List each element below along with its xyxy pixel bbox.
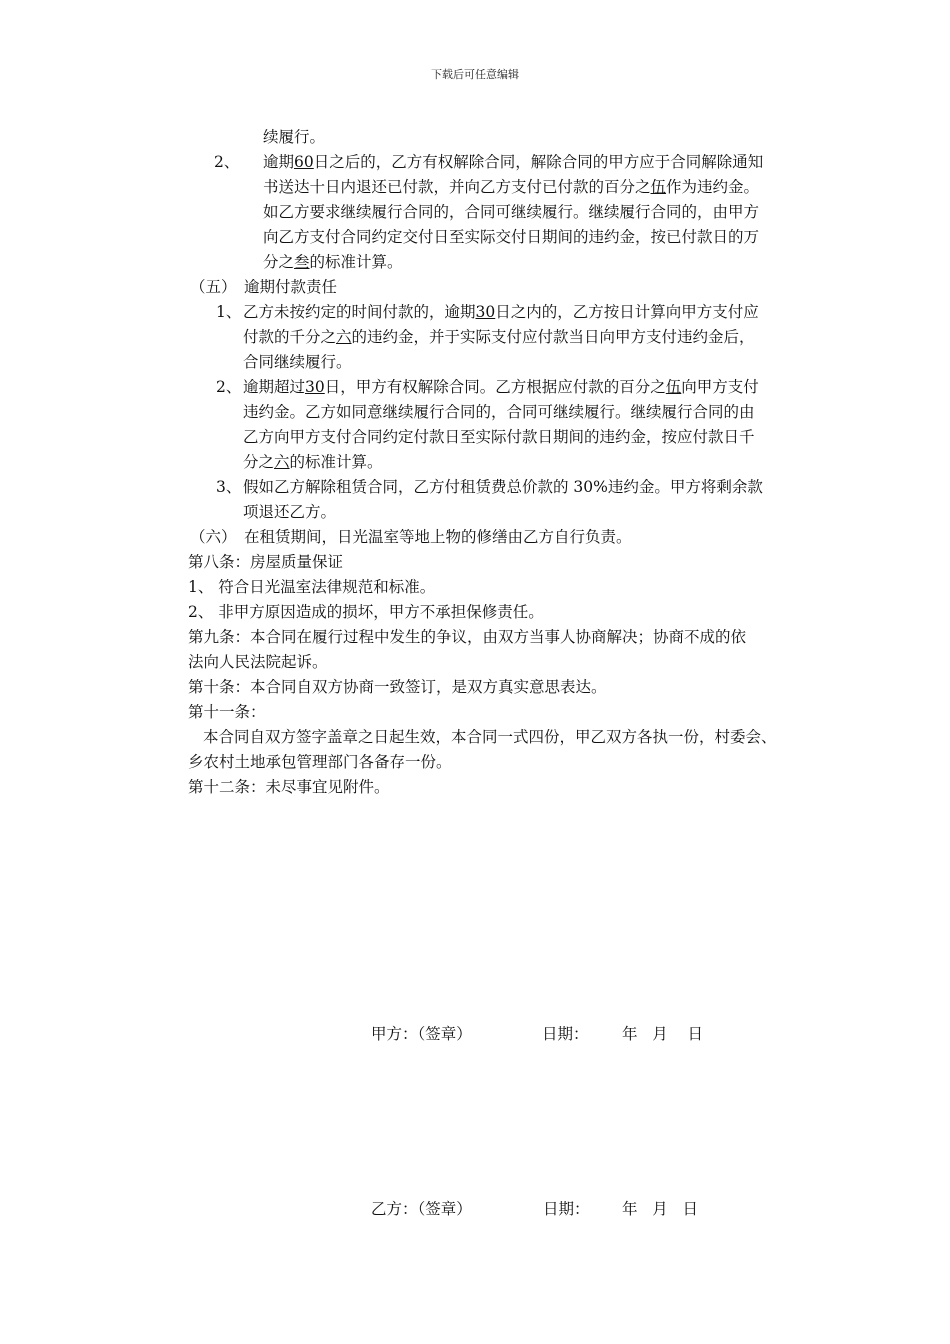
clause-line: 项退还乙方。	[243, 503, 337, 521]
article-line: 法向人民法院起诉。	[188, 653, 328, 671]
article-line: 乡农村土地承包管理部门各备存一份。	[188, 753, 452, 771]
item-number: 3、	[216, 478, 242, 496]
article-heading: 第十一条：	[188, 703, 266, 721]
article-line: 第十二条：未尽事宜见附件。	[188, 778, 390, 796]
section-number: （五）	[190, 278, 237, 296]
clause-line: 分之六的标准计算。	[243, 453, 383, 471]
item-number: 2、	[214, 153, 240, 171]
clause-line: 续履行。	[263, 128, 326, 146]
clause-line: 2、 非甲方原因造成的损坏，甲方不承担保修责任。	[188, 603, 544, 621]
clause-line: 如乙方要求继续履行合同的，合同可继续履行。继续履行合同的，由甲方	[263, 203, 760, 221]
article-line: 本合同自双方签字盖章之日起生效，本合同一式四份，甲乙双方各执一份，村委会、	[203, 728, 777, 746]
item-number: 1、	[216, 303, 242, 321]
clause-line: 1、 符合日光温室法律规范和标准。	[188, 578, 436, 596]
clause-line: 假如乙方解除租赁合同，乙方付租赁费总价款的 30%违约金。甲方将剩余款	[243, 478, 763, 496]
clause-line: 在租赁期间，日光温室等地上物的修缮由乙方自行负责。	[244, 528, 632, 546]
section-number: （六）	[190, 528, 237, 546]
party-a-date-label: 日期：	[542, 1025, 589, 1043]
clause-line: 乙方未按约定的时间付款的，逾期30日之内的，乙方按日计算向甲方支付应	[243, 303, 759, 321]
clause-line: 付款的千分之六的违约金，并于实际支付应付款当日向甲方支付违约金后，	[243, 328, 755, 346]
article-line: 第十条：本合同自双方协商一致签订，是双方真实意思表达。	[188, 678, 607, 696]
article-heading: 第八条：房屋质量保证	[188, 553, 344, 571]
clause-line: 乙方向甲方支付合同约定付款日至实际付款日期间的违约金，按应付款日千	[243, 428, 755, 446]
article-line: 第九条：本合同在履行过程中发生的争议，由双方当事人协商解决；协商不成的依	[188, 628, 747, 646]
page-header: 下载后可任意编辑	[431, 68, 519, 81]
clause-line: 分之叁的标准计算。	[263, 253, 403, 271]
clause-line: 逾期60日之后的，乙方有权解除合同，解除合同的甲方应于合同解除通知	[263, 153, 764, 171]
party-b-signature: 乙方：（签章）	[371, 1200, 472, 1218]
clause-line: 逾期超过30日，甲方有权解除合同。乙方根据应付款的百分之伍向甲方支付	[243, 378, 759, 396]
clause-line: 合同继续履行。	[243, 353, 352, 371]
party-b-date-fields: 年 月 日	[622, 1200, 699, 1218]
clause-line: 违约金。乙方如同意继续履行合同的，合同可继续履行。继续履行合同的由	[243, 403, 755, 421]
party-a-date-fields: 年 月 日	[622, 1025, 703, 1043]
party-b-date-label: 日期：	[543, 1200, 590, 1218]
party-a-signature: 甲方：（签章）	[371, 1025, 472, 1043]
item-number: 2、	[216, 378, 242, 396]
clause-line: 向乙方支付合同约定交付日至实际交付日期间的违约金，按已付款日的万	[263, 228, 760, 246]
section-heading: 逾期付款责任	[244, 278, 338, 296]
clause-line: 书送达十日内退还已付款，并向乙方支付已付款的百分之伍作为违约金。	[263, 178, 760, 196]
